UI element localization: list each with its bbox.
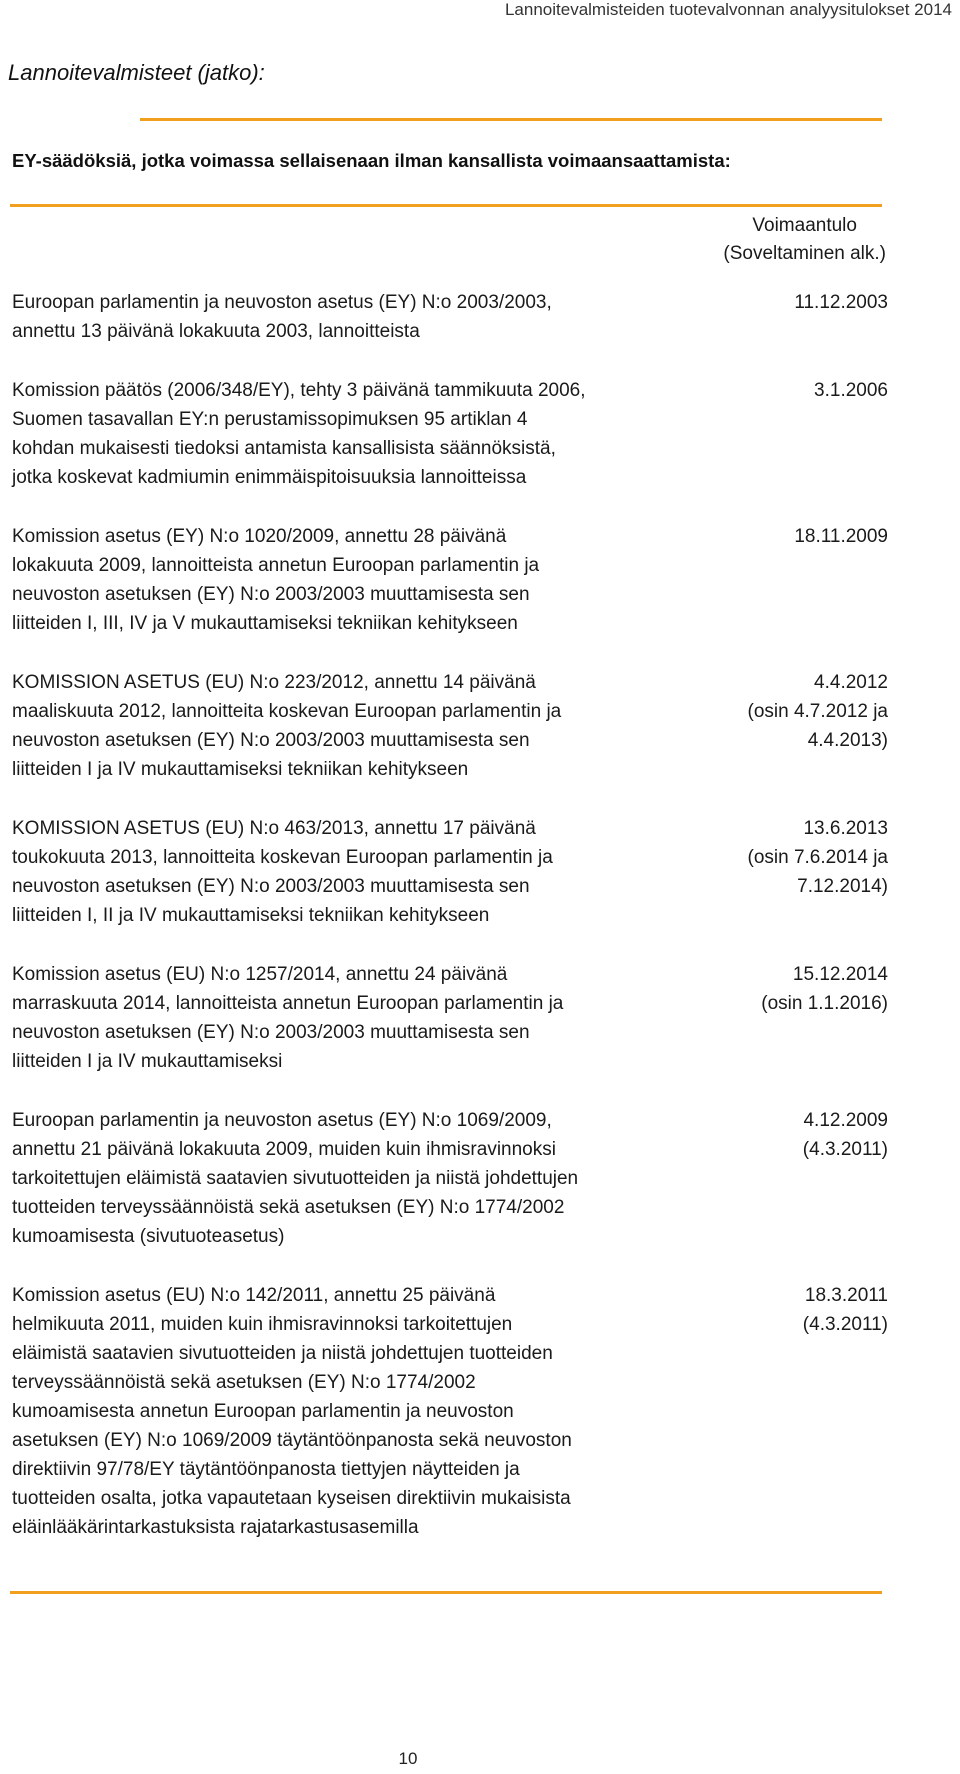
date-line: (4.3.2011) [802, 1314, 888, 1335]
description-line: Komission asetus (EU) N:o 142/2011, annettu 25 päivänä [12, 1285, 496, 1306]
effective-date [688, 522, 888, 551]
divider-rule [10, 204, 882, 207]
regulation-entry [12, 668, 888, 784]
description-line: Euroopan parlamentin ja neuvoston asetus (EY) N:o 2003/2003, [12, 292, 552, 313]
regulation-description [12, 668, 677, 784]
regulation-entry [12, 814, 888, 930]
date-line: 18.11.2009 [794, 526, 888, 547]
description-line: kumoamisesta annetun Euroopan parlamentin ja neuvoston [12, 1401, 514, 1422]
effective-date [688, 668, 888, 755]
date-line: 13.6.2013 [803, 818, 888, 839]
date-line: 11.12.2003 [794, 292, 888, 313]
description-line: maaliskuuta 2012, lannoitteita koskevan Euroopan parlamentin ja [12, 701, 562, 722]
effective-date [688, 814, 888, 901]
date-line: (osin 4.7.2012 ja [747, 701, 888, 722]
regulation-list [12, 288, 888, 1572]
description-line: annettu 21 päivänä lokakuuta 2009, muiden kuin ihmisravinnoksi [12, 1139, 556, 1160]
column-header-line: (Soveltaminen alk.) [723, 243, 886, 264]
regulation-description [12, 1281, 677, 1542]
effective-date [688, 288, 888, 317]
description-line: tarkoitettujen eläimistä saatavien sivutuotteiden ja niistä johdettujen [12, 1168, 579, 1189]
description-line: liitteiden I ja IV mukauttamiseksi [12, 1051, 283, 1072]
divider-rule [10, 1591, 882, 1594]
page-number: 10 [398, 1749, 418, 1768]
description-line: tuotteiden osalta, jotka vapautetaan kyseisen direktiivin mukaisista [12, 1488, 571, 1509]
description-line: liitteiden I, II ja IV mukauttamiseksi tekniikan kehitykseen [12, 905, 490, 926]
regulation-entry [12, 960, 888, 1076]
description-line: Komission asetus (EY) N:o 1020/2009, annettu 28 päivänä [12, 526, 507, 547]
description-line: jotka koskevat kadmiumin enimmäispitoisuuksia lannoitteissa [12, 467, 527, 488]
date-line: (4.3.2011) [802, 1139, 888, 1160]
description-line: tuotteiden terveyssäännöistä sekä asetuksen (EY) N:o 1774/2002 [12, 1197, 565, 1218]
date-line: 18.3.2011 [804, 1285, 888, 1306]
description-line: terveyssäännöistä sekä asetuksen (EY) N:o 1774/2002 [12, 1372, 476, 1393]
effective-date [688, 376, 888, 405]
description-line: neuvoston asetuksen (EY) N:o 2003/2003 muuttamisesta sen [12, 584, 530, 605]
description-line: Euroopan parlamentin ja neuvoston asetus (EY) N:o 1069/2009, [12, 1110, 552, 1131]
section-title: Lannoitevalmisteet (jatko): [8, 60, 265, 85]
description-line: marraskuuta 2014, lannoitteista annetun Euroopan parlamentin ja [12, 993, 564, 1014]
description-line: eläinlääkärintarkastuksista rajatarkastusasemilla [12, 1517, 419, 1538]
date-line: (osin 7.6.2014 ja [747, 847, 888, 868]
effective-date [688, 1281, 888, 1339]
description-line: KOMISSION ASETUS (EU) N:o 463/2013, annettu 17 päivänä [12, 818, 536, 839]
regulation-entry [12, 522, 888, 638]
date-line: 15.12.2014 [792, 964, 888, 985]
description-line: neuvoston asetuksen (EY) N:o 2003/2003 muuttamisesta sen [12, 730, 530, 751]
regulation-entry [12, 288, 888, 346]
description-line: Komission päätös (2006/348/EY), tehty 3 päivänä tammikuuta 2006, [12, 380, 586, 401]
date-line: 4.4.2012 [814, 672, 888, 693]
description-line: toukokuuta 2013, lannoitteita koskevan Euroopan parlamentin ja [12, 847, 553, 868]
date-line: 4.4.2013) [807, 730, 888, 751]
description-line: annettu 13 päivänä lokakuuta 2003, lannoitteista [12, 321, 420, 342]
description-line: Komission asetus (EU) N:o 1257/2014, annettu 24 päivänä [12, 964, 508, 985]
description-line: neuvoston asetuksen (EY) N:o 2003/2003 muuttamisesta sen [12, 1022, 530, 1043]
regulation-entry [12, 1281, 888, 1542]
regulation-entry [12, 1106, 888, 1251]
description-line: eläimistä saatavien sivutuotteiden ja niistä johdettujen tuotteiden [12, 1343, 553, 1364]
column-header [723, 212, 886, 268]
description-line: asetuksen (EY) N:o 1069/2009 täytäntöönpanosta sekä neuvoston [12, 1430, 572, 1451]
regulation-description [12, 1106, 677, 1251]
regulation-description [12, 960, 677, 1076]
description-line: Suomen tasavallan EY:n perustamissopimuksen 95 artiklan 4 [12, 409, 528, 430]
description-line: helmikuuta 2011, muiden kuin ihmisravinnoksi tarkoitettujen [12, 1314, 513, 1335]
description-line: lokakuuta 2009, lannoitteista annetun Euroopan parlamentin ja [12, 555, 540, 576]
description-line: liitteiden I, III, IV ja V mukauttamiseksi tekniikan kehitykseen [12, 613, 518, 634]
regulation-description [12, 814, 677, 930]
description-line: KOMISSION ASETUS (EU) N:o 223/2012, annettu 14 päivänä [12, 672, 536, 693]
date-line: (osin 1.1.2016) [761, 993, 888, 1014]
running-header: Lannoitevalmisteiden tuotevalvonnan analyysitulokset 2014 [504, 0, 952, 19]
date-line: 3.1.2006 [814, 380, 888, 401]
description-line: kohdan mukaisesti tiedoksi antamista kansallisista säännöksistä, [12, 438, 556, 459]
column-header-line: Voimaantulo [752, 215, 857, 236]
divider-rule [140, 118, 882, 121]
date-line: 4.12.2009 [803, 1110, 888, 1131]
section-subtitle: EY-säädöksiä, jotka voimassa sellaisenaan ilman kansallista voimaansaattamista: [12, 150, 731, 171]
effective-date [688, 960, 888, 1018]
regulation-description [12, 376, 677, 492]
description-line: neuvoston asetuksen (EY) N:o 2003/2003 muuttamisesta sen [12, 876, 530, 897]
regulation-entry [12, 376, 888, 492]
description-line: kumoamisesta (sivutuoteasetus) [12, 1226, 285, 1247]
effective-date [688, 1106, 888, 1164]
description-line: liitteiden I ja IV mukauttamiseksi tekniikan kehitykseen [12, 759, 469, 780]
regulation-description [12, 288, 677, 346]
regulation-description [12, 522, 677, 638]
description-line: direktiivin 97/78/EY täytäntöönpanosta tiettyjen näytteiden ja [12, 1459, 520, 1480]
date-line: 7.12.2014) [797, 876, 888, 897]
